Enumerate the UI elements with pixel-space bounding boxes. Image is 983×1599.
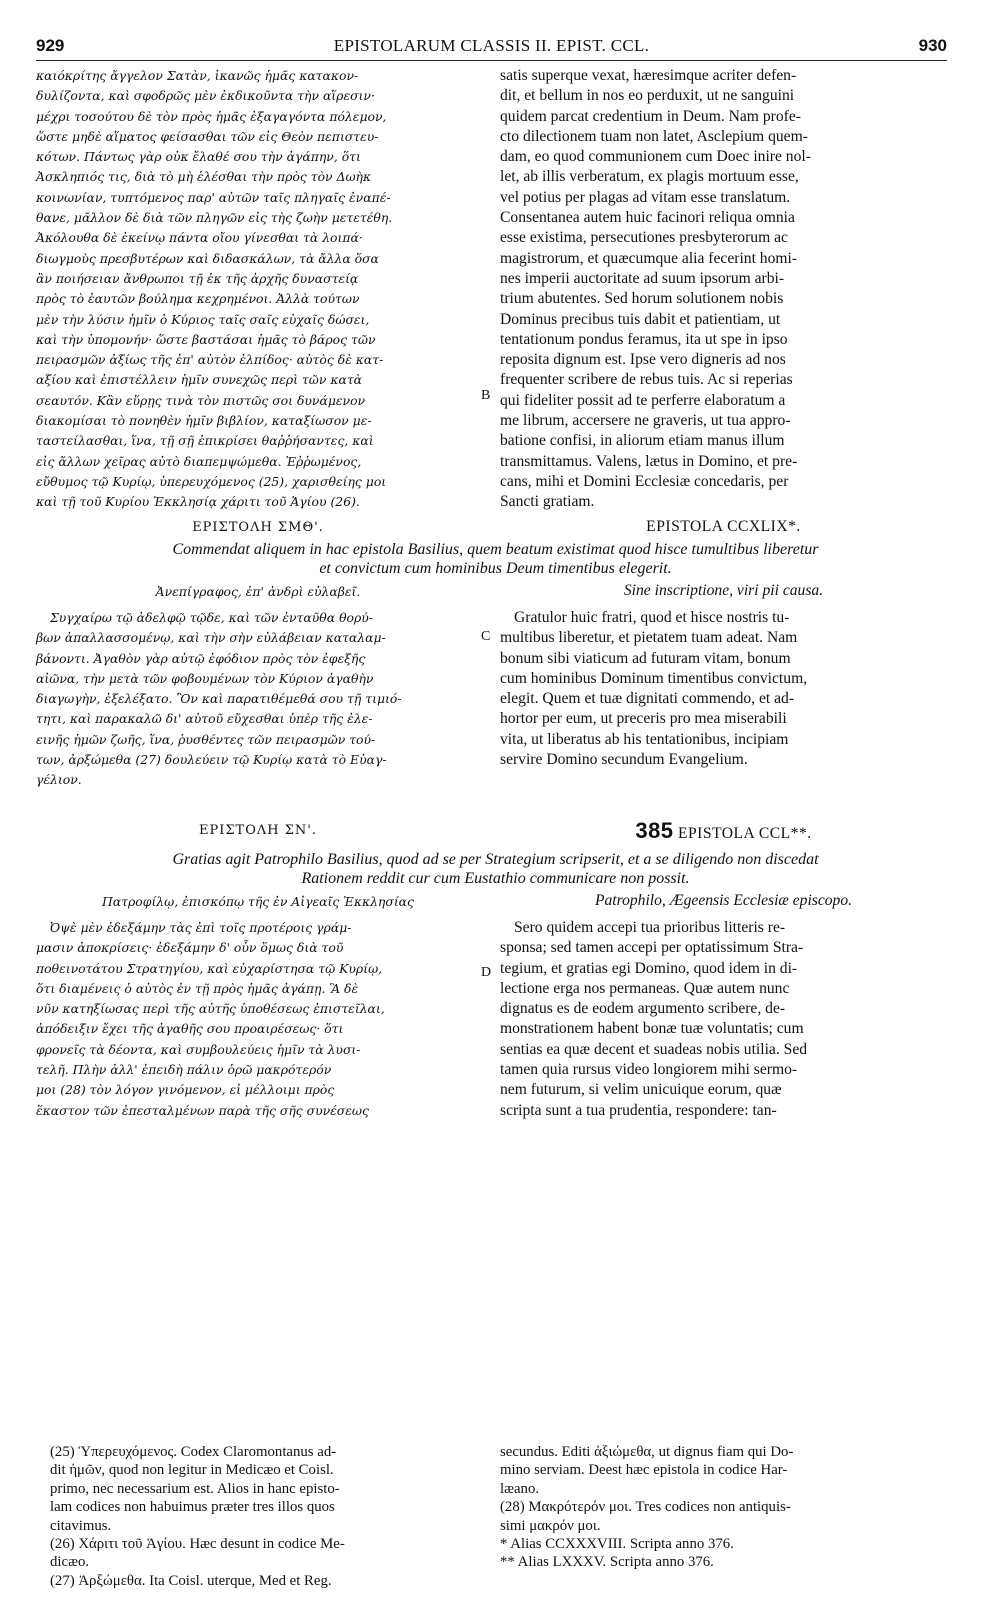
greek-line: πρὸς τὸ ἑαυτῶν βούλημα κεχρημένοι. Ἀλλὰ τούτων	[36, 291, 360, 307]
greek-line: ταστείλασθαι, ἵνα, τῇ σῇ ἐπικρίσει θαῤῥήσαντες, καὶ	[36, 433, 374, 449]
greek-line: πειρασμῶν ἀξίως τῆς ἐπ' αὐτὸν ἐλπίδος· αὐτὸς δὲ κατ-	[36, 352, 384, 368]
latin-line: qui fideliter possit ad te perferre elaboratum a	[500, 391, 786, 409]
latin-line: elegit. Quem et tuæ dignitati commendo, et ad-	[500, 690, 795, 708]
greek-line: ὥστε μηδὲ αἵματος φείσασθαι τῶν εἰς Θεὸν πεπιστευ-	[36, 128, 379, 144]
latin-line: trium abutentes. Sed horum solutionem nobis	[500, 290, 784, 308]
latin-line: Gratulor huic fratri, quod et hisce nostris tu-	[514, 609, 790, 626]
greek-line: καιόκρίτης ἄγγελον Σατὰν, ἱκανῶς ἡμᾶς κατακον-	[36, 68, 359, 83]
latin-line: Sancti gratiam.	[500, 493, 595, 511]
latin-line: servire Domino secundum Evangelium.	[500, 751, 748, 769]
footnote-line: secundus. Editi ἀξιώμεθα, ut dignus fiam qui Do-	[500, 1444, 794, 1460]
page-number-right: 930	[918, 36, 947, 55]
running-title: EPISTOLARUM CLASSIS II. EPIST. CCL.	[333, 36, 650, 55]
footnote-line: ** Alias LXXXV. Scripta anno 376.	[500, 1554, 714, 1571]
greek-line: κότων. Πάντως γὰρ οὐκ ἔλαθέ σου τὴν ἀγάπην, ὅτι	[36, 149, 361, 165]
greek-line: διωγμοὺς πρεσβυτέρων καὶ διδασκάλων, τὰ ἄλλα ὅσα	[36, 250, 379, 266]
latin-line: tamen quia rursus video longiorem mihi sermo-	[500, 1061, 798, 1079]
latin-line: dignatus es de eodem argumento scribere, de-	[500, 1000, 786, 1018]
latin-line: batione confisi, in aliorum etiam manus illum	[500, 432, 785, 450]
epistle-249-heading-latin: EPISTOLA CCXLIX*.	[646, 518, 801, 535]
footnote-line: læano.	[500, 1480, 540, 1497]
greek-line: ἂν ποιήσειαν ἄνθρωποι τῇ ἐκ τῆς ἀρχῆς δυναστείᾳ	[36, 270, 359, 286]
margin-letter-b: B	[481, 388, 491, 403]
latin-line: satis superque vexat, hæresimque acriter defen-	[500, 67, 797, 84]
greek-line: βάνοντι. Ἀγαθὸν γὰρ αὐτῷ ἐφόδιον πρὸς τὸν ἐφεξῆς	[36, 650, 366, 666]
footnote-line: citavimus.	[50, 1517, 112, 1534]
greek-column-ep-250	[36, 918, 480, 1121]
epistle-250-heading-latin	[500, 818, 947, 844]
epistle-249-address-latin: Sine inscriptione, viri pii causa.	[623, 582, 824, 599]
epistle-250-heading-greek: ΕΡΙΣΤΟΛΗ ΣΝ'.	[198, 823, 318, 838]
greek-line: ἀπόδειξιν ἔχει τῆς ἀγαθῆς σου προαιρέσεως· ὅτι	[36, 1021, 344, 1037]
latin-line: sentias ea quæ decent et suadeas nobis utilia. Sed	[500, 1040, 808, 1058]
epistle-250-address-greek: Πατροφίλῳ, ἐπισκόπῳ τῆς ἐν Αἰγεαῖς Ἐκκλησίας	[102, 894, 414, 909]
footnote-line: lam codices non habuimus præter tres illos quos	[50, 1499, 335, 1516]
latin-column-ep-continuation	[500, 66, 947, 513]
footnote-line: primo, nec necessarium est. Alios in hanc episto-	[50, 1480, 340, 1497]
latin-line: transmittamus. Valens, lætus in Domino, et pre-	[500, 452, 798, 470]
latin-line: lectione erga nos permaneas. Quæ autem nunc	[500, 979, 790, 997]
greek-line: τητι, καὶ παρακαλῶ δι' αὐτοῦ εὔχεσθαι ὑπὲρ τῆς ἐλε-	[36, 711, 373, 727]
latin-line: quidem parcat credentium in Deum. Nam profe-	[500, 107, 801, 125]
epistle-250-argument	[44, 850, 947, 888]
latin-line: multibus liberetur, et pietatem tuam adeat. Nam	[500, 629, 798, 647]
greek-line: αἰῶνα, τὴν μετὰ τῶν φοβουμένων τὸν Κύριον ἀγαθὴν	[36, 670, 374, 686]
footnote-line: dicæo.	[50, 1554, 90, 1571]
argument-line: Rationem reddit cur cum Eustathio communicare non possit.	[301, 870, 690, 887]
latin-line: hortor per eum, ut preceris pro mea miserabili	[500, 710, 787, 728]
latin-line: esse existima, persecutiones presbyterorum ac	[500, 229, 788, 247]
greek-line: Ἀσκληπιός τις, διὰ τὸ μὴ ἑλέσθαι τὴν πρὸς τὸν Δωὴκ	[36, 169, 372, 185]
latin-line: tentationum pondus feramus, ita ut spe in ipso	[500, 330, 788, 348]
footnote-line: simi μακρόν μοι.	[500, 1517, 601, 1534]
greek-line: των, ἀρξώμεθα (27) δουλεύειν τῷ Κυρίῳ κατὰ τὸ Εὐαγ-	[36, 752, 387, 768]
argument-line: Gratias agit Patrophilo Basilius, quod ad se per Strategium scripserit, et a se diligendo non discedat	[172, 851, 819, 868]
greek-line: μασιν ἀποκρίσεις· ἐδεξάμην δ' οὖν ὅμως διὰ τοῦ	[36, 940, 344, 956]
latin-line: nem futurum, si velim unicuique eorum, quæ	[500, 1081, 782, 1099]
latin-line: reposita dignum est. Ipse vero digneris ad nos	[500, 351, 786, 369]
epistle-249-address-greek: Ἀνεπίγραφος, ἐπ' ἀνδρὶ εὐλαβεῖ.	[155, 584, 361, 599]
latin-line: cans, mihi et Domini Ecclesiæ concedaris, per	[500, 472, 789, 490]
latin-line: nes imperii auctoritate ad suum ipsorum arbi-	[500, 269, 785, 287]
column-number: 385	[635, 818, 674, 843]
latin-line: vita, ut liberatus ab his tentationibus, incipiam	[500, 730, 789, 748]
greek-line: τελῆ. Πλὴν ἀλλ' ἐπειδὴ πάλιν ὁρῶ μακρότερόν	[36, 1062, 332, 1078]
greek-line: ποθεινοτάτου Στρατηγίου, καὶ εὐχαρίστησα τῷ Κυρίῳ,	[36, 960, 383, 976]
greek-line: διαγωγὴν, ἐξελέξατο. Ὃν καὶ παρατιθέμεθά σου τῇ τιμιό-	[36, 691, 402, 707]
greek-line: γέλιον.	[36, 772, 82, 788]
latin-column-ep-250	[500, 918, 947, 1121]
footnote-line: (27) Ἀρξώμεθα. Ita Coisl. uterque, Med et Reg.	[50, 1572, 332, 1589]
margin-letter-c: C	[481, 629, 491, 644]
latin-line: sponsa; sed tamen accepi per optatissimum Stra-	[500, 939, 804, 957]
greek-line: εἰς ἄλλων χεῖρας αὐτὸ διαπεμψώμεθα. Ἐῤῥωμένος,	[36, 453, 362, 469]
epistle-250-title: EPISTOLA CCL**.	[677, 825, 812, 842]
greek-column-ep-249	[36, 608, 480, 791]
greek-line: αξίου καὶ ἐπιστέλλειν ἡμῖν συνεχῶς περὶ τῶν κατὰ	[36, 372, 363, 388]
footnote-line: dit ἡμῶν, quod non legitur in Medicæo et Coisl.	[50, 1462, 334, 1479]
greek-line: φρονεῖς τὰ δέοντα, καὶ συμβουλεύεις ἡμῖν τὰ λυσι-	[36, 1041, 361, 1057]
latin-line: tegium, et gratias egi Domino, quod idem in di-	[500, 959, 798, 977]
greek-line: καὶ τῇ τοῦ Κυρίου Ἐκκλησίᾳ χάριτι τοῦ Ἁγίου (26).	[36, 494, 360, 510]
latin-line: vel potius per plagas ad vitam esse translatum.	[500, 188, 791, 206]
greek-line: καὶ τὴν ὑπομονήν· ὥστε βαστάσαι ἡμᾶς τὸ βάρος τῶν	[36, 331, 376, 347]
footnote-line: mino serviam. Deest hæc epistola in codice Har-	[500, 1462, 788, 1479]
epistle-249-heading-greek: ΕΡΙΣΤΟΛΗ ΣΜΘ'.	[192, 520, 324, 535]
latin-line: frequenter scribere de rebus tuis. Ac si reperias	[500, 371, 793, 389]
greek-line: Συγχαίρω τῷ ἀδελφῷ τῷδε, καὶ τῶν ἐνταῦθα θορύ-	[50, 610, 373, 625]
running-header	[36, 36, 947, 60]
greek-line: βων ἀπαλλασσομένῳ, καὶ τὴν σὴν εὐλάβειαν καταλαμ-	[36, 630, 386, 646]
latin-line: Sero quidem accepi tua prioribus litteris re-	[514, 919, 786, 936]
latin-line: Consentanea autem huic facinori reliqua omnia	[500, 209, 795, 227]
latin-line: bonum sibi viaticum ad futuram vitam, bonum	[500, 649, 791, 667]
greek-line: διακομίσαι τὸ πονηθὲν ἡμῖν βιβλίον, καταξίωσον με-	[36, 413, 372, 429]
latin-line: scripta sunt a tua prudentia, respondere: tan-	[500, 1101, 777, 1119]
footnotes-left	[50, 1443, 470, 1590]
footnote-line: (26) Χάριτι τοῦ Ἁγίου. Hæc desunt in codice Me-	[50, 1536, 345, 1553]
latin-line: cto dilectionem tuam non latet, Asclepium quem-	[500, 127, 808, 145]
latin-line: let, ab illis verberatum, ex plagis mortuum esse,	[500, 168, 799, 186]
footnote-line: (25) Ὑπερευχόμενος. Codex Claromontanus ad-	[50, 1444, 337, 1460]
greek-line: δυλίζοντα, καὶ σφοδρῶς μὲν ἐκδικοῦντα τὴν αἵρεσιν·	[36, 88, 375, 104]
latin-line: me librum, accersere ne graveris, ut tua appro-	[500, 412, 791, 430]
greek-line: μέχρι τοσούτου δὲ τὸν πρὸς ἡμᾶς ἐξαγαγόντα πόλεμον,	[36, 108, 387, 124]
greek-line: ὅτι διαμένεις ὁ αὐτὸς ἐν τῇ πρὸς ἡμᾶς ἀγάπῃ. Ἃ δὲ	[36, 980, 359, 996]
footnote-line: * Alias CCXXXVIII. Scripta anno 376.	[500, 1536, 734, 1553]
latin-line: Dominus precibus tuis dabit et patientiam, ut	[500, 310, 781, 328]
latin-line: dit, et bellum in nos eo perduxit, ut ne sanguini	[500, 87, 795, 105]
greek-line: Ὀψὲ μὲν ἐδεξάμην τὰς ἐπὶ τοῖς προτέροις γράμ-	[50, 920, 352, 935]
footnote-line: (28) Μακρότερόν μοι. Tres codices non antiquis-	[500, 1499, 791, 1516]
greek-line: εὔθυμος τῷ Κυρίῳ, ὑπερευχόμενος (25), χαρισθείης μοι	[36, 473, 387, 489]
footnotes-right	[500, 1443, 930, 1572]
argument-line: et convictum cum hominibus Deum timentibus elegerit.	[319, 560, 672, 577]
epistle-250-address-latin: Patrophilo, Ægeensis Ecclesiæ episcopo.	[594, 892, 853, 909]
greek-column-ep-continuation	[36, 66, 480, 513]
margin-letter-d: D	[481, 965, 492, 980]
greek-line: νῦν κατηξίωσας περὶ τῆς αὐτῆς ὑποθέσεως ἐπιστεῖλαι,	[36, 1001, 385, 1017]
latin-line: monstrationem habent bonæ tuæ voluntatis; cum	[500, 1020, 804, 1038]
greek-line: θανε, μᾶλλον δὲ διὰ τῶν πληγῶν εἰς τὴς ζωὴν μετετέθη.	[36, 210, 393, 226]
latin-column-ep-249	[500, 608, 947, 770]
latin-line: cum hominibus Dominum timentibus convictum,	[500, 669, 808, 687]
greek-line: ἕκαστον τῶν ἐπεσταλμένων παρὰ τῆς σῆς συνέσεως	[36, 1102, 369, 1118]
greek-line: κοινωνίαν, τυπτόμενος παρ' αὐτῶν ταῖς πληγαῖς ἐναπέ-	[36, 189, 391, 205]
page-number-left: 929	[36, 36, 65, 55]
latin-line: dam, eo quod communionem cum Doec inire nol-	[500, 148, 811, 166]
argument-line: Commendat aliquem in hac epistola Basilius, quem beatum existimat quod hisce tumultibus liberetur	[172, 541, 819, 558]
epistle-249-argument	[44, 540, 947, 578]
greek-line: μὲν τὴν λύσιν ἡμῖν ὁ Κύριος ταῖς σαῖς εὐχαῖς δώσει,	[36, 311, 370, 327]
greek-line: σεαυτόν. Κἂν εὕρῃς τινὰ τὸν πιστῶς σοι δυνάμενον	[36, 392, 366, 408]
greek-line: Ἀκόλουθα δὲ ἐκείνῳ πάντα οἴου γίνεσθαι τὰ λοιπά·	[36, 230, 363, 246]
greek-line: εινῆς ἡμῶν ζωῆς, ἵνα, ῥυσθέντες τῶν πειρασμῶν τού-	[36, 731, 376, 747]
header-rule	[36, 60, 947, 61]
greek-line: μοι (28) τὸν λόγον γινόμενον, εἰ μέλλοιμι πρὸς	[36, 1082, 335, 1098]
latin-line: magistrorum, et quæcumque alia fecerint homi-	[500, 249, 798, 267]
